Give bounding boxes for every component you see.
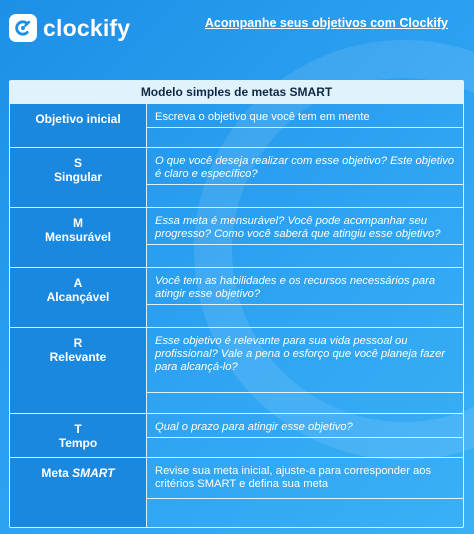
row-prompt: Esse objetivo é relevante para sua vida pessoal ou profissional? Vale a pena o esforço que você planeja fazer para alcançá-lo?	[155, 335, 446, 373]
row-label: Singular	[53, 170, 102, 184]
row-letter: M	[73, 216, 83, 230]
row-letter: R	[73, 336, 83, 350]
row-content-cell	[147, 458, 463, 527]
clockify-logo[interactable]	[9, 14, 130, 42]
answer-field[interactable]	[147, 392, 463, 413]
row-content-cell	[147, 328, 463, 413]
row-label: Objetivo inicial	[35, 112, 121, 126]
row-letter: T	[74, 422, 82, 436]
table-title: Modelo simples de metas SMART	[10, 81, 463, 103]
row-content-cell	[147, 414, 463, 457]
table-row-tempo	[10, 413, 463, 457]
row-label-emphasis: SMART	[72, 466, 115, 480]
row-prompt: Revise sua meta inicial, ajuste-a para corresponder aos critérios SMART e defina sua meta	[155, 465, 432, 490]
row-content-cell	[147, 148, 463, 207]
row-letter: A	[73, 276, 83, 290]
row-label-cell	[10, 268, 147, 327]
answer-field[interactable]	[147, 127, 463, 147]
row-label: Tempo	[58, 436, 98, 450]
row-prompt: O que você deseja realizar com esse objetivo? Este objetivo é claro e específico?	[155, 155, 455, 180]
header	[0, 0, 474, 62]
row-label-cell	[10, 328, 147, 413]
row-label-cell	[10, 458, 147, 527]
row-label	[41, 466, 114, 480]
answer-field[interactable]	[147, 244, 463, 267]
clockify-logo-icon	[9, 14, 37, 42]
row-label-prefix: Meta	[41, 466, 69, 480]
table-row-relevante	[10, 327, 463, 413]
row-prompt: Escreva o objetivo que você tem em mente	[155, 111, 370, 123]
table-row-mensuravel	[10, 207, 463, 267]
row-prompt: Essa meta é mensurável? Você pode acompanhar seu progresso? Como você saberá que atingiu esse objetivo?	[155, 215, 441, 240]
row-content-cell	[147, 104, 463, 147]
answer-field[interactable]	[147, 437, 463, 457]
row-prompt: Você tem as habilidades e os recursos necessários para atingir esse objetivo?	[155, 275, 436, 300]
row-label-cell	[10, 104, 147, 147]
table-row-objetivo-inicial	[10, 103, 463, 147]
table-row-meta-smart	[10, 457, 463, 527]
row-label-cell	[10, 148, 147, 207]
row-content-cell	[147, 268, 463, 327]
row-label-cell	[10, 414, 147, 457]
track-goals-link[interactable]: Acompanhe seus objetivos com Clockify	[204, 16, 448, 30]
table-row-singular	[10, 147, 463, 207]
row-content-cell	[147, 208, 463, 267]
row-label-cell	[10, 208, 147, 267]
row-label: Relevante	[49, 350, 107, 364]
answer-field[interactable]	[147, 184, 463, 207]
logo-text: clockify	[43, 14, 131, 41]
row-label: Alcançável	[46, 290, 110, 304]
smart-goals-table	[9, 80, 464, 528]
table-row-alcancavel	[10, 267, 463, 327]
row-label: Mensurável	[44, 230, 112, 244]
answer-field[interactable]	[147, 498, 463, 527]
answer-field[interactable]	[147, 304, 463, 327]
row-letter: S	[73, 156, 82, 170]
row-prompt: Qual o prazo para atingir esse objetivo?	[155, 421, 353, 433]
